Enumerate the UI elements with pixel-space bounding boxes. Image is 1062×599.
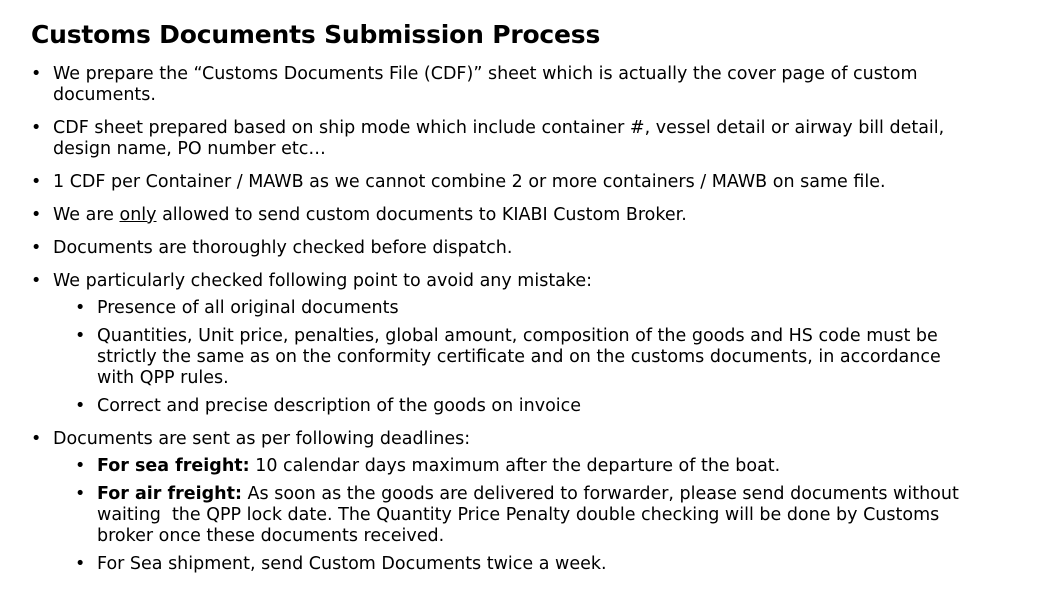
bullet-icon: • bbox=[31, 118, 42, 138]
bullet-text-line: We prepare the “Customs Documents File (CDF)” sheet which is actually the cover page of custom bbox=[53, 64, 918, 84]
sub-bullet-item-quantities bbox=[0, 326, 1062, 389]
bullet-text-line: strictly the same as on the conformity certificate and on the customs documents, in accordance bbox=[97, 347, 941, 367]
bullet-text-line: Quantities, Unit price, penalties, global amount, composition of the goods and HS code must be bbox=[97, 326, 938, 346]
bullet-item-checked-before-dispatch bbox=[0, 238, 1062, 259]
bullet-icon: • bbox=[31, 64, 42, 84]
bullet-item-one-cdf-per-container bbox=[0, 172, 1062, 193]
bullet-item-cdf-sheet bbox=[0, 64, 1062, 106]
bullet-icon: • bbox=[31, 271, 42, 291]
text-segment: allowed to send custom documents to KIABI Custom Broker. bbox=[156, 205, 687, 225]
sub-bullet-item-air-freight bbox=[0, 484, 1062, 547]
bullet-text-line: Presence of all original documents bbox=[97, 298, 399, 318]
bullet-text-line: Documents are thoroughly checked before dispatch. bbox=[53, 238, 513, 258]
bullet-item-ship-mode bbox=[0, 118, 1062, 160]
bold-label: For sea freight: bbox=[97, 456, 250, 476]
bullet-icon: • bbox=[31, 172, 42, 192]
bullet-text-line: Documents are sent as per following deadlines: bbox=[53, 429, 471, 449]
text-segment: We are bbox=[53, 205, 120, 225]
bullet-text-line: Correct and precise description of the goods on invoice bbox=[97, 396, 582, 416]
bullet-text-line: CDF sheet prepared based on ship mode which include container #, vessel detail or airway bill detail, bbox=[53, 118, 945, 138]
bullet-icon: • bbox=[75, 298, 86, 318]
bullet-icon: • bbox=[75, 396, 86, 416]
bullet-text-line: design name, PO number etc… bbox=[53, 139, 326, 159]
bullet-list bbox=[0, 64, 1062, 582]
bullet-text-line: broker once these documents received. bbox=[97, 526, 445, 546]
bullet-item-check-points bbox=[0, 271, 1062, 292]
bullet-text-line: documents. bbox=[53, 85, 156, 105]
bullet-icon: • bbox=[31, 429, 42, 449]
bullet-text-line bbox=[97, 456, 1032, 477]
sub-bullet-item-description bbox=[0, 396, 1062, 417]
bullet-icon: • bbox=[75, 554, 86, 574]
underlined-text: only bbox=[119, 205, 157, 225]
bullet-text-line bbox=[53, 205, 1032, 226]
bullet-icon: • bbox=[75, 456, 86, 476]
bullet-text-line bbox=[97, 484, 1032, 505]
bullet-item-custom-broker bbox=[0, 205, 1062, 226]
slide-title: Customs Documents Submission Process bbox=[31, 20, 601, 49]
sub-bullet-list-check-points bbox=[0, 298, 1062, 417]
text-segment: 10 calendar days maximum after the departure of the boat. bbox=[249, 456, 781, 476]
bold-label: For air freight: bbox=[97, 484, 242, 504]
text-segment: As soon as the goods are delivered to forwarder, please send documents without bbox=[241, 484, 959, 504]
bullet-icon: • bbox=[75, 484, 86, 504]
bullet-text-line: with QPP rules. bbox=[97, 368, 229, 388]
sub-bullet-item-sea-shipment bbox=[0, 554, 1062, 575]
sub-bullet-item-sea-freight bbox=[0, 456, 1062, 477]
sub-bullet-item-originals bbox=[0, 298, 1062, 319]
bullet-text-line: 1 CDF per Container / MAWB as we cannot combine 2 or more containers / MAWB on same file. bbox=[53, 172, 886, 192]
bullet-icon: • bbox=[31, 205, 42, 225]
bullet-icon: • bbox=[75, 326, 86, 346]
bullet-text-line: waiting the QPP lock date. The Quantity Price Penalty double checking will be done by Customs bbox=[97, 505, 940, 525]
bullet-icon: • bbox=[31, 238, 42, 258]
sub-bullet-list-deadlines bbox=[0, 456, 1062, 575]
bullet-text-line: We particularly checked following point to avoid any mistake: bbox=[53, 271, 593, 291]
bullet-text-line: For Sea shipment, send Custom Documents twice a week. bbox=[97, 554, 607, 574]
bullet-item-deadlines bbox=[0, 429, 1062, 450]
